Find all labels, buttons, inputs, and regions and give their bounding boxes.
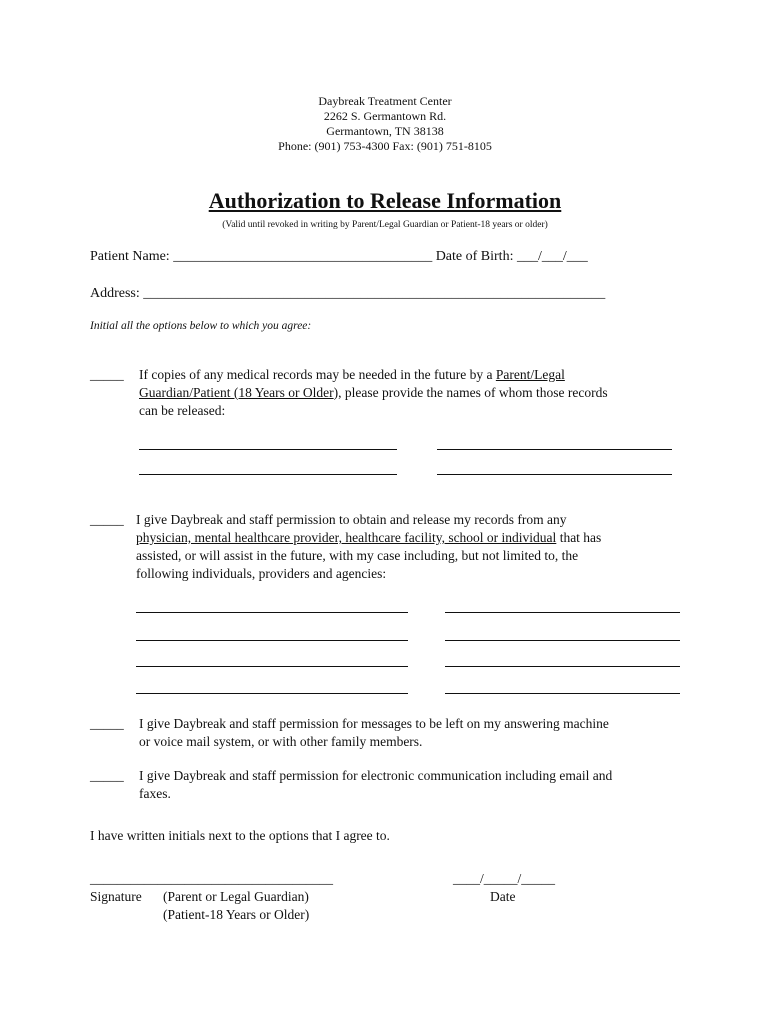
option2-line2: physician, mental healthcare provider, healthcare facility, school or individual that has (136, 530, 602, 545)
option2-provider-line[interactable] (445, 612, 680, 613)
option1-line3: can be released: (139, 403, 226, 418)
option1-name-line[interactable] (139, 449, 397, 450)
signature-line[interactable]: ____________________________________ (90, 871, 333, 886)
option4-line1: I give Daybreak and staff permission for electronic communication including email and (139, 768, 613, 783)
option3-line1: I give Daybreak and staff permission for messages to be left on my answering machine (139, 716, 609, 731)
option2-line3: assisted, or will assist in the future, with my case including, but not limited to, the (136, 548, 579, 563)
org-street: 2262 S. Germantown Rd. (323, 109, 447, 123)
option2-line1: I give Daybreak and staff permission to obtain and release my records from any (136, 512, 567, 527)
option1-line1: If copies of any medical records may be needed in the future by a Parent/Legal (139, 367, 565, 382)
form-title: Authorization to Release Information (208, 188, 562, 213)
option2-provider-line[interactable] (136, 693, 408, 694)
date-label: Date (490, 889, 516, 904)
option2-provider-line[interactable] (445, 693, 680, 694)
option1-name-line[interactable] (139, 474, 397, 475)
address-field[interactable]: Address: __________________________________________________________________ (90, 286, 606, 301)
option2-provider-line[interactable] (136, 640, 408, 641)
org-contact: Phone: (901) 753-4300 Fax: (901) 751-8105 (278, 139, 492, 153)
option1-initial-blank[interactable]: _____ (90, 367, 124, 382)
option4-line2: faxes. (139, 786, 171, 801)
option2-line4: following individuals, providers and agencies: (136, 566, 387, 581)
instruction-text: Initial all the options below to which you agree: (90, 320, 312, 332)
option2-provider-line[interactable] (136, 612, 408, 613)
signature-role-guardian: (Parent or Legal Guardian) (163, 889, 309, 904)
option2-provider-line[interactable] (445, 640, 680, 641)
patient-name-dob-field[interactable]: Patient Name: _____________________________________ Date of Birth: ___/___/___ (90, 249, 588, 264)
option3-line2: or voice mail system, or with other family members. (139, 734, 423, 749)
signature-role-patient: (Patient-18 Years or Older) (163, 907, 310, 922)
option2-provider-line[interactable] (445, 666, 680, 667)
org-name: Daybreak Treatment Center (318, 94, 452, 108)
confirmation-text: I have written initials next to the options that I agree to. (90, 828, 390, 843)
option2-initial-blank[interactable]: _____ (90, 512, 124, 527)
option4-initial-blank[interactable]: _____ (90, 768, 124, 783)
option1-name-line[interactable] (437, 474, 672, 475)
date-line[interactable]: ____/_____/_____ (453, 871, 556, 886)
validity-note: (Valid until revoked in writing by Parent/Legal Guardian or Patient-18 years or older) (222, 220, 548, 230)
signature-label: Signature (90, 889, 142, 904)
org-city: Germantown, TN 38138 (326, 124, 444, 138)
option3-initial-blank[interactable]: _____ (90, 716, 124, 731)
option1-name-line[interactable] (437, 449, 672, 450)
option1-line2: Guardian/Patient (18 Years or Older), please provide the names of whom those records (139, 385, 608, 400)
option2-provider-line[interactable] (136, 666, 408, 667)
